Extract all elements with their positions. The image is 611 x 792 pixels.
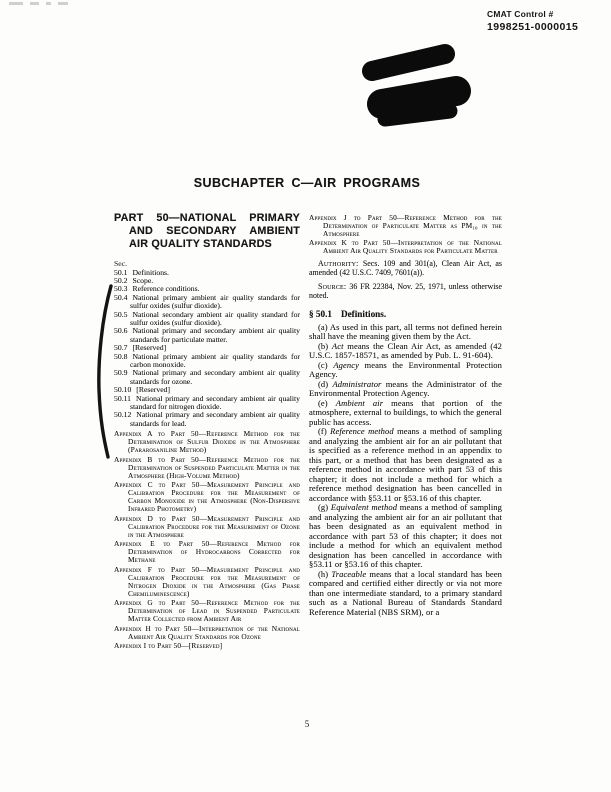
paragraph-label: (b): [318, 340, 332, 351]
control-number-value: 1998251-0000015: [487, 21, 579, 33]
section-number: 50.11: [114, 393, 132, 403]
section-title: Definitions.: [132, 267, 169, 277]
toc-section-entry: [114, 369, 300, 386]
section-title: National primary ambient air quality standards for sulfur oxides (sulfur dioxide).: [130, 292, 300, 311]
toc-section-entry: [114, 353, 300, 370]
section-heading-number: § 50.1: [309, 308, 332, 319]
scan-artifact: [9, 2, 68, 5]
paragraph-label: (d): [318, 378, 333, 389]
toc-section-entry: [114, 311, 300, 328]
section-number: 50.8: [114, 351, 128, 361]
appendix-entry: Appendix C to Part 50—Measurement Principle and Calibration Procedure for the Measurement of Carbon Monoxide in the Atmosphere (Non-Dispersive Infrared Photometry): [114, 480, 300, 514]
section-title: Scope.: [132, 275, 154, 285]
paragraph-text: means the Clean Air Act, as amended (42 U.S.C. 1857-18571, as amended by Pub. L. 91-604).: [309, 340, 503, 361]
appendix-entry: Appendix J to Part 50—Reference Method for the Determination of Particulate Matter as PM₁₀ in the Atmosphere: [309, 212, 502, 238]
subchapter-title: SUBCHAPTER C—AIR PROGRAMS: [193, 176, 421, 190]
definition-paragraph: [309, 503, 502, 570]
paragraph-text: means a method of sampling and analyzing the ambient air for an air pollutant that is specified as a reference method in an appendix to this part, or a method that has been designated as a reference method in accordance with part 53 of this chapter; it does not include a method for which a reference method designation has been cancelled in accordance with §53.11 or §53.16 of this chapter.: [309, 426, 502, 503]
defined-term: Administrator: [332, 378, 382, 389]
defined-term: Act: [331, 340, 344, 351]
defined-term: Equivalent method: [330, 502, 398, 513]
definition-paragraph: [309, 427, 502, 503]
section-title: National primary and secondary ambient air quality standard for nitrogen dioxide.: [130, 393, 300, 411]
paragraph-text: As used in this part, all terms not defined herein shall have the meaning given them by the Act.: [309, 321, 502, 342]
authority-label: Authority:: [318, 259, 363, 268]
appendix-entry: Appendix B to Part 50—Reference Method for the Determination of Suspended Particulate Matter in the Atmosphere (High-Volume Method): [114, 454, 300, 480]
definition-paragraph: [309, 399, 502, 428]
definition-paragraph: [309, 342, 502, 361]
section-number: 50.9: [114, 368, 128, 378]
paragraph-text: means that portion of the atmosphere, external to buildings, to which the general public has access.: [309, 397, 502, 427]
toc-section-entry: [114, 411, 300, 428]
paragraph-label: (g): [318, 502, 331, 513]
defined-term: Ambient air: [335, 397, 384, 408]
definition-paragraph: [309, 323, 502, 342]
appendix-entry: Appendix G to Part 50—Reference Method for the Determination of Lead in Suspended Particulate Matter Collected from Ambient Air: [114, 598, 300, 624]
section-heading-title: Definitions.: [340, 308, 387, 319]
appendix-entry: Appendix F to Part 50—Measurement Principle and Calibration Procedure for the Measurement of Nitrogen Dioxide in the Atmosphere (Gas Phase Chemiluminescence): [114, 564, 300, 598]
source-label: Source:: [318, 281, 350, 291]
source-note: [309, 283, 502, 301]
toc-section-entry: [114, 294, 300, 311]
section-toc-list: [114, 269, 300, 429]
section-title: National primary ambient air quality standards for carbon monoxide.: [130, 351, 300, 369]
right-column: [309, 212, 502, 650]
appendix-entry: Appendix D to Part 50—Measurement Principle and Calibration Procedure for the Measurement of Ozone in the Atmosphere: [114, 513, 300, 539]
paragraph-label: (f): [318, 426, 331, 437]
section-title: National secondary ambient air quality standard for sulfur oxides (sulfur dioxide).: [130, 309, 300, 327]
paragraph-text: means the Administrator of the Environmental Protection Agency.: [309, 378, 503, 399]
defined-term: Traceable: [331, 568, 367, 579]
section-title: National primary and secondary ambient air quality standards for ozone.: [130, 368, 300, 386]
section-number: 50.4: [114, 292, 128, 302]
definitions-paragraphs: [309, 323, 502, 618]
section-number: 50.6: [114, 326, 128, 336]
defined-term: Reference method: [330, 426, 394, 437]
redaction-mark: [352, 38, 474, 138]
paragraph-text: means a method of sampling and analyzing the ambient air for an air pollutant that has been designated as an equivalent method in accordance with part 53 of this chapter; it does not include a method for which an equivalent method designation has been cancelled in accordance with §53.11 or §53.16 of this chapter.: [309, 502, 503, 570]
authority-note: [309, 260, 502, 278]
appendix-entry: Appendix H to Part 50—Interpretation of the National Ambient Air Quality Standards for Ozone: [114, 623, 300, 641]
defined-term: Agency: [333, 359, 359, 370]
appendix-entry: Appendix A to Part 50—Reference Method for the Determination of Sulfur Dioxide in the Atmosphere (Pararosaniline Method): [114, 429, 300, 455]
sec-label: Sec.: [114, 259, 128, 268]
section-title: National primary and secondary ambient air quality standards for particulate matter.: [130, 326, 300, 344]
control-number-block: [487, 9, 578, 33]
left-column: [114, 212, 300, 650]
section-heading: [309, 309, 502, 319]
authority-text: Secs. 109 and 301(a), Clean Air Act, as amended (42 U.S.C. 7409, 7601(a)).: [309, 259, 503, 277]
section-number: 50.10: [114, 385, 132, 395]
section-title: [Reserved]: [132, 343, 167, 353]
section-number: 50.5: [114, 309, 128, 319]
paragraph-label: (e): [318, 397, 336, 408]
section-number: 50.2: [114, 275, 128, 285]
appendix-list-left: [114, 430, 300, 650]
paragraph-label: (h): [318, 568, 332, 579]
toc-section-entry: [114, 395, 300, 412]
appendix-list-right: [309, 214, 502, 256]
section-title: Reference conditions.: [132, 284, 200, 294]
toc-section-entry: [114, 327, 300, 344]
section-number: 50.7: [114, 343, 128, 353]
page-number: 5: [304, 719, 310, 729]
part-heading: PART 50—NATIONAL PRIMARY AND SECONDARY AMBIENT AIR QUALITY STANDARDS: [114, 212, 300, 250]
text-columns: [114, 212, 502, 650]
definition-paragraph: [309, 361, 502, 380]
control-number-label: CMAT Control #: [487, 9, 554, 19]
definition-paragraph: [309, 570, 502, 618]
source-text: 36 FR 22384, Nov. 25, 1971, unless otherwise noted.: [309, 281, 502, 300]
section-title: National primary and secondary ambient air quality standards for lead.: [130, 410, 300, 428]
definition-paragraph: [309, 380, 502, 399]
paragraph-label: (a): [318, 321, 330, 332]
appendix-entry: Appendix I to Part 50—[Reserved]: [114, 641, 223, 651]
section-number: 50.12: [114, 410, 132, 420]
section-title: [Reserved]: [136, 385, 171, 395]
paragraph-label: (c): [318, 359, 334, 370]
section-number: 50.1: [114, 267, 128, 277]
paragraph-text: means that a local standard has been compared and certified either directly or via not more than one intermediate standard, to a primary standard such as a National Bureau of Standards Standard Reference Material (NBS SRM), or a: [309, 568, 503, 617]
paragraph-text: means the Environmental Protection Agency.: [309, 359, 502, 380]
appendix-entry: Appendix E to Part 50—Reference Method for Determination of Hydrocarbons Corrected for Methane: [114, 539, 300, 565]
section-number: 50.3: [114, 284, 128, 294]
appendix-entry: Appendix K to Part 50—Interpretation of the National Ambient Air Quality Standards for Particulate Matter: [309, 238, 502, 255]
